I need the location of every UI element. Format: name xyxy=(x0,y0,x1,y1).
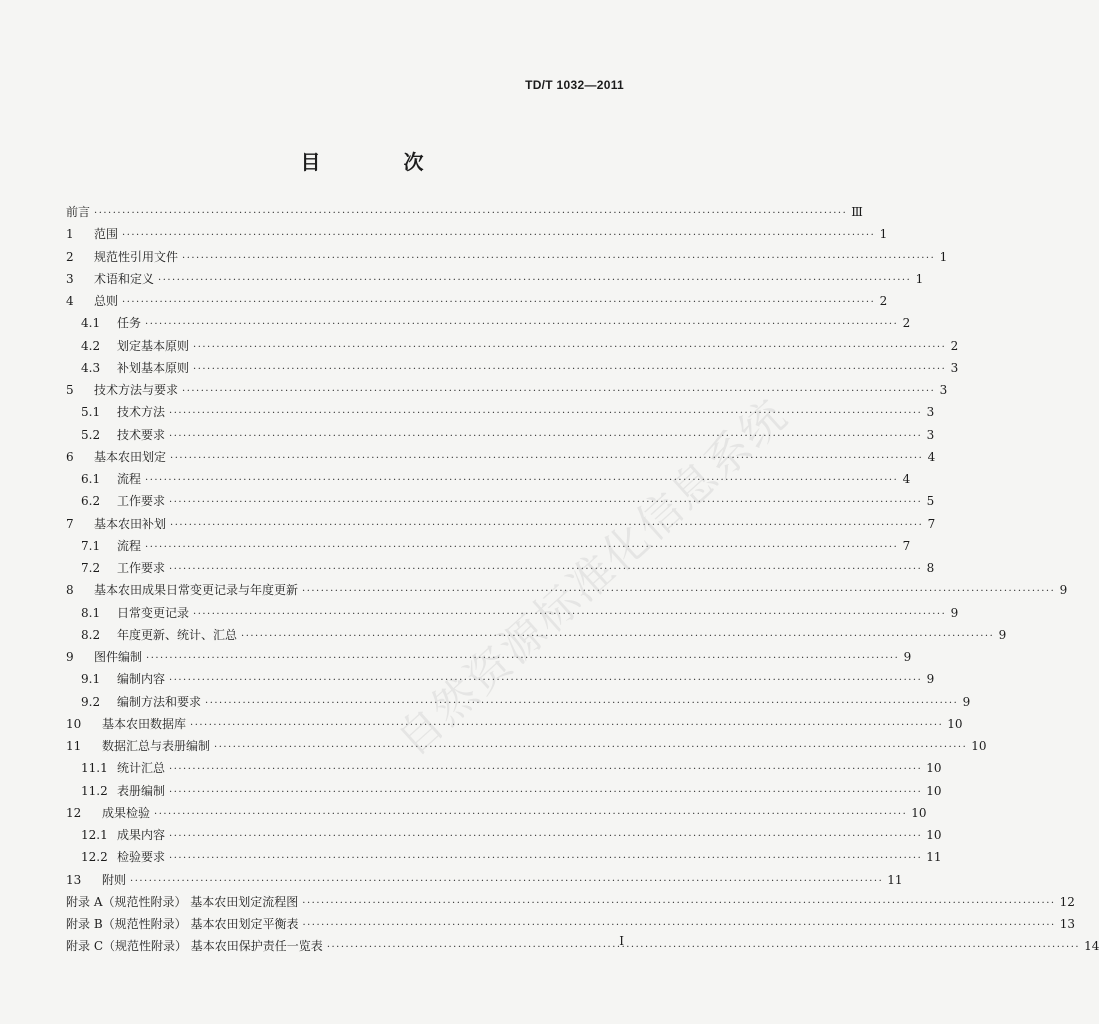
toc-entry-page: 7 xyxy=(927,516,936,531)
toc-entry[interactable] xyxy=(66,203,863,225)
toc-entry-number: 7.2 xyxy=(81,561,101,575)
toc-entry[interactable] xyxy=(66,782,942,804)
toc-entry-number: 8 xyxy=(66,583,74,598)
toc-leader-dots xyxy=(122,297,875,308)
toc-leader-dots xyxy=(241,631,994,642)
toc-entry-page: 1 xyxy=(915,271,924,286)
toc-entry-title: 术语和定义 xyxy=(94,271,155,286)
toc-entry-title: 数据汇总与表册编制 xyxy=(102,739,211,753)
toc-entry-title: 流程 xyxy=(117,538,142,553)
toc-entry-page: 1 xyxy=(939,249,948,264)
toc-entry-title: 检验要求 xyxy=(117,850,166,865)
toc-entry[interactable] xyxy=(66,937,1099,959)
toc-entry-page: 3 xyxy=(926,427,935,442)
toc-entry-page: 2 xyxy=(879,294,888,308)
toc-leader-dots xyxy=(190,720,943,731)
toc-entry-page: 4 xyxy=(927,449,936,464)
toc-leader-dots xyxy=(193,342,946,353)
toc-entry-title: 基本农田成果日常变更记录与年度更新 xyxy=(94,583,299,598)
toc-entry[interactable] xyxy=(66,826,942,848)
toc-entry-number: 12 xyxy=(66,805,82,820)
toc-entry-page: 10 xyxy=(926,761,942,776)
toc-entry-number: 4.3 xyxy=(81,360,101,375)
toc-entry[interactable] xyxy=(66,426,935,448)
toc-entry[interactable] xyxy=(66,337,959,359)
toc-entry-title: 基本农田补划 xyxy=(94,516,167,531)
toc-entry-page: 9 xyxy=(998,627,1007,642)
toc-entry[interactable] xyxy=(66,359,959,381)
toc-entry-page: 10 xyxy=(947,716,963,731)
toc-entry-number: 6 xyxy=(66,449,74,464)
toc-entry-title: 成果检验 xyxy=(102,805,151,820)
toc-entry-page: 10 xyxy=(926,783,942,798)
toc-entry-page: 10 xyxy=(911,805,927,820)
toc-entry-title: 统计汇总 xyxy=(117,761,166,776)
toc-entry-title: 基本农田数据库 xyxy=(102,716,187,731)
toc-entry-page: 2 xyxy=(902,316,911,331)
toc-entry-page: 4 xyxy=(902,472,911,486)
toc-leader-dots xyxy=(145,319,898,330)
toc-leader-dots xyxy=(169,853,922,864)
toc-entry-number: 5.1 xyxy=(81,405,101,420)
toc-leader-dots xyxy=(214,742,967,753)
toc-leader-dots xyxy=(170,453,923,464)
toc-entry-number: 9 xyxy=(66,650,74,664)
toc-entry-page: 11 xyxy=(887,872,903,887)
toc-entry[interactable] xyxy=(66,893,1075,915)
toc-entry-page: 3 xyxy=(950,360,959,375)
toc-entry-number: 9.1 xyxy=(81,672,101,687)
toc-entry[interactable] xyxy=(66,314,911,336)
toc-entry-number: 12.1 xyxy=(81,828,108,842)
document-code: TD/T 1032—2011 xyxy=(525,78,624,92)
toc-entry-title: 补划基本原则 xyxy=(117,360,190,375)
toc-entry-title: 图件编制 xyxy=(94,650,143,664)
toc-entry-page: 9 xyxy=(926,672,935,687)
watermark: 自然资源标准化信息系统 xyxy=(387,389,798,767)
toc-entry[interactable] xyxy=(66,804,927,826)
toc-entry-number: 12.2 xyxy=(81,850,108,865)
page-title: 目 次 xyxy=(300,150,462,174)
toc-entry[interactable] xyxy=(66,670,935,692)
toc-leader-dots xyxy=(169,497,922,508)
toc-entry-title: 附录 C（规范性附录） 基本农田保护责任一览表 xyxy=(66,939,323,954)
toc-leader-dots xyxy=(158,275,911,286)
toc-entry[interactable] xyxy=(66,225,888,247)
toc-entry-number: 6.2 xyxy=(81,494,101,509)
toc-entry-title: 技术要求 xyxy=(117,427,166,442)
toc-entry-page: 9 xyxy=(962,694,971,709)
toc-entry-number: 13 xyxy=(66,872,82,887)
toc-entry-number: 7 xyxy=(66,516,74,531)
toc-entry-title: 前言 xyxy=(66,205,91,219)
toc-entry-title: 年度更新、统计、汇总 xyxy=(117,627,238,642)
toc-entry[interactable] xyxy=(66,737,987,759)
toc-leader-dots xyxy=(94,208,847,219)
toc-entry-number: 4.1 xyxy=(81,316,101,331)
toc-entry-page: 3 xyxy=(926,405,935,420)
toc-leader-dots xyxy=(302,898,1055,909)
toc-entry[interactable] xyxy=(66,515,936,537)
toc-leader-dots xyxy=(130,876,883,887)
toc-entry-number: 11.1 xyxy=(81,761,108,776)
toc-leader-dots xyxy=(205,698,958,709)
toc-entry[interactable] xyxy=(66,270,924,292)
toc-leader-dots xyxy=(170,520,923,531)
toc-entry-number: 4.2 xyxy=(81,338,101,353)
toc-entry-number: 8.1 xyxy=(81,605,101,620)
toc-entry-title: 编制方法和要求 xyxy=(117,694,202,709)
toc-leader-dots xyxy=(182,253,935,264)
toc-entry-number: 1 xyxy=(66,227,74,242)
toc-entry[interactable] xyxy=(66,448,936,470)
toc-entry-title: 编制内容 xyxy=(117,672,166,687)
toc-leader-dots xyxy=(302,920,1055,931)
toc-entry[interactable] xyxy=(66,292,888,314)
toc-entry-page: 12 xyxy=(1059,894,1075,909)
toc-entry-title: 技术方法与要求 xyxy=(94,383,179,397)
toc-entry-page: 3 xyxy=(939,383,948,397)
toc-leader-dots xyxy=(169,431,922,442)
toc-leader-dots xyxy=(145,475,898,486)
toc-entry-title: 工作要求 xyxy=(117,561,166,575)
toc-entry[interactable] xyxy=(66,715,963,737)
toc-leader-dots xyxy=(302,586,1055,597)
toc-entry-page: Ⅲ xyxy=(851,205,863,219)
toc-entry-page: 1 xyxy=(879,227,888,242)
toc-entry-page: 13 xyxy=(1059,917,1076,931)
toc-entry-title: 附则 xyxy=(102,872,127,887)
toc-entry-number: 11 xyxy=(66,739,82,753)
toc-leader-dots xyxy=(182,386,935,397)
toc-entry-title: 流程 xyxy=(117,472,142,486)
toc-entry[interactable] xyxy=(66,537,911,559)
toc-entry[interactable] xyxy=(66,871,903,893)
toc-entry-page: 9 xyxy=(903,650,912,664)
toc-entry-title: 附录 A（规范性附录） 基本农田划定流程图 xyxy=(66,894,299,909)
toc-leader-dots xyxy=(169,764,922,775)
toc-leader-dots xyxy=(169,831,922,842)
toc-entry[interactable] xyxy=(66,381,948,403)
toc-entry-title: 任务 xyxy=(117,316,142,331)
toc-entry-title: 附录 B（规范性附录） 基本农田划定平衡表 xyxy=(66,917,299,931)
toc-entry[interactable] xyxy=(66,693,971,715)
toc-leader-dots xyxy=(169,408,922,419)
toc-entry-title: 总则 xyxy=(94,294,119,308)
toc-entry-title: 成果内容 xyxy=(117,828,166,842)
toc-entry-number: 8.2 xyxy=(81,627,101,642)
toc-entry[interactable] xyxy=(66,470,911,492)
toc-entry-number: 5.2 xyxy=(81,427,101,442)
toc-entry-number: 3 xyxy=(66,271,74,286)
toc-entry-page: 10 xyxy=(971,739,987,753)
toc-entry-number: 10 xyxy=(66,716,82,731)
page-number: I xyxy=(619,934,624,948)
toc-entry-title: 基本农田划定 xyxy=(94,449,167,464)
toc-entry[interactable] xyxy=(66,403,935,425)
toc-entry-page: 5 xyxy=(926,494,935,509)
toc-entry-page: 8 xyxy=(926,561,935,575)
toc-entry-title: 范围 xyxy=(94,227,119,242)
toc-leader-dots xyxy=(169,675,922,686)
toc-entry-title: 日常变更记录 xyxy=(117,605,190,620)
toc-entry-page: 2 xyxy=(950,338,959,353)
toc-entry[interactable] xyxy=(66,248,948,270)
toc-entry[interactable] xyxy=(66,492,935,514)
toc-entry-title: 表册编制 xyxy=(117,783,166,798)
toc-entry[interactable] xyxy=(66,759,942,781)
toc-entry-number: 2 xyxy=(66,249,74,264)
toc-leader-dots xyxy=(327,942,1080,953)
toc-entry-title: 工作要求 xyxy=(117,494,166,509)
toc-entry-number: 6.1 xyxy=(81,472,101,486)
toc-entry-title: 规范性引用文件 xyxy=(94,249,179,264)
toc-leader-dots xyxy=(145,542,898,553)
toc-entry-page: 9 xyxy=(1059,583,1068,598)
toc-leader-dots xyxy=(193,364,946,375)
toc-entry-title: 技术方法 xyxy=(117,405,166,420)
toc-leader-dots xyxy=(154,809,907,820)
toc-entry-number: 4 xyxy=(66,294,74,308)
toc-leader-dots xyxy=(169,787,922,798)
toc-entry-number: 11.2 xyxy=(81,783,108,798)
toc-entry-page: 11 xyxy=(926,850,942,865)
toc-entry-number: 5 xyxy=(66,383,74,397)
toc-entry-page: 9 xyxy=(950,605,959,620)
toc-entry-number: 9.2 xyxy=(81,694,101,709)
toc-entry[interactable] xyxy=(66,915,1076,937)
toc-leader-dots xyxy=(122,230,875,241)
toc-entry-page: 7 xyxy=(902,538,911,553)
toc-entry-page: 10 xyxy=(926,828,942,842)
toc-entry-number: 7.1 xyxy=(81,538,101,553)
toc-entry[interactable] xyxy=(66,848,942,870)
toc-entry-title: 划定基本原则 xyxy=(117,338,190,353)
toc-entry-page: 14 xyxy=(1084,939,1099,954)
